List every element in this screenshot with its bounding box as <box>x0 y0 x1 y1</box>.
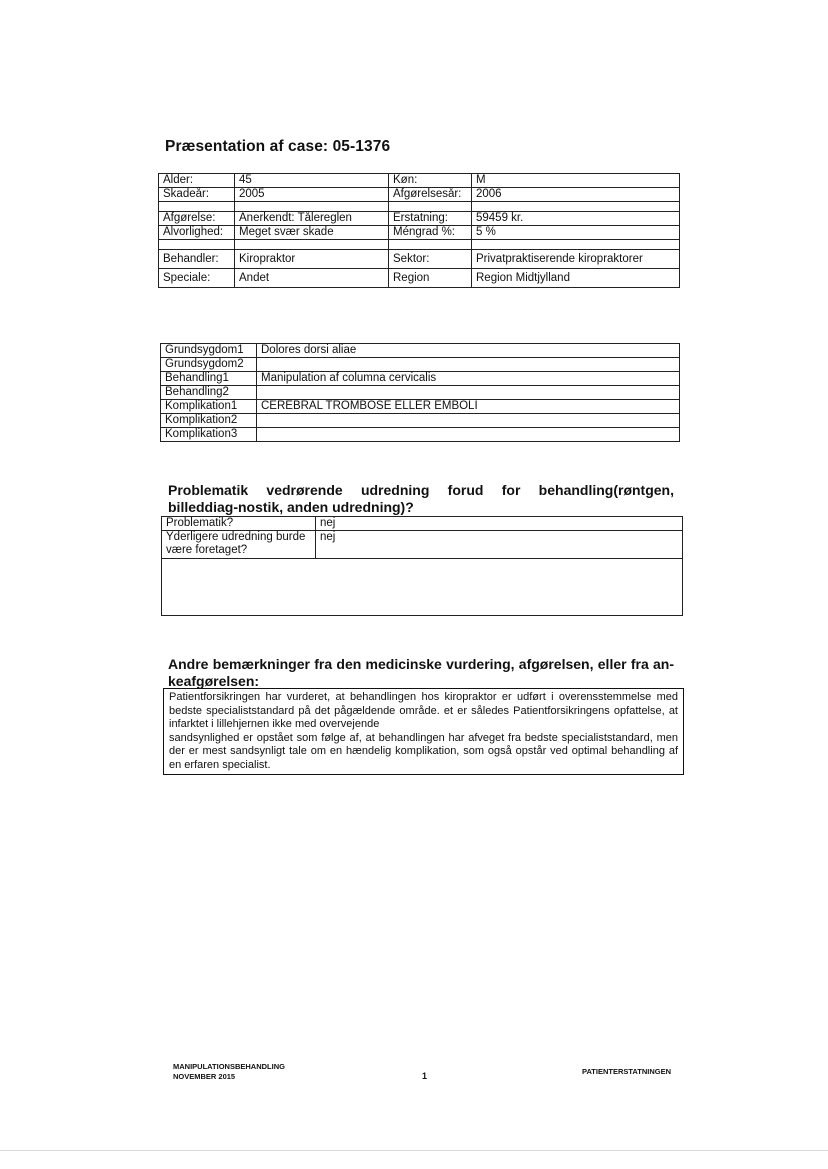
diagnosis-label: Komplikation1 <box>161 400 257 414</box>
afgorelsesaar-value: 2006 <box>472 188 680 202</box>
problematik-blank-area <box>162 559 683 616</box>
behandler-label: Behandler: <box>159 250 235 269</box>
skadeaar-label: Skadeår: <box>159 188 235 202</box>
udredning-label: Yderligere udredning burde være foretaget? <box>162 531 316 559</box>
problematik-label: Problematik? <box>162 517 316 531</box>
footer-title: MANIPULATIONSBEHANDLING <box>173 1062 285 1071</box>
diagnosis-value: Dolores dorsi aliae <box>257 344 680 358</box>
remarks-box <box>163 688 684 775</box>
sektor-label: Sektor: <box>389 250 472 269</box>
table-row <box>161 400 680 414</box>
table-row <box>161 414 680 428</box>
diagnosis-value <box>257 428 680 442</box>
page-title: Præsentation af case: 05-1376 <box>165 138 391 155</box>
page-number: 1 <box>422 1071 428 1081</box>
diagnosis-value: Manipulation af columna cervicalis <box>257 372 680 386</box>
erstatning-value: 59459 kr. <box>472 212 680 226</box>
problematik-value: nej <box>316 517 683 531</box>
udredning-value: nej <box>316 531 683 559</box>
footer-left <box>173 1062 285 1082</box>
alder-value: 45 <box>235 174 389 188</box>
behandler-value: Kiropraktor <box>235 250 389 269</box>
remarks-heading: Andre bemærkninger fra den medicinske vurdering, afgørelsen, eller fra an-keafgørelsen: <box>168 656 674 689</box>
diagnosis-label: Behandling1 <box>161 372 257 386</box>
table-row <box>161 344 680 358</box>
region-label: Region <box>389 269 472 288</box>
speciale-label: Speciale: <box>159 269 235 288</box>
region-value: Region Midtjylland <box>472 269 680 288</box>
skadeaar-value: 2005 <box>235 188 389 202</box>
mengrad-value: 5 % <box>472 226 680 240</box>
diagnosis-label: Komplikation3 <box>161 428 257 442</box>
table-row <box>161 358 680 372</box>
diagnosis-value: CEREBRAL TROMBOSE ELLER EMBOLI <box>257 400 680 414</box>
diagnosis-label: Grundsygdom1 <box>161 344 257 358</box>
diagnosis-label: Behandling2 <box>161 386 257 400</box>
diagnosis-label: Grundsygdom2 <box>161 358 257 372</box>
kon-label: Køn: <box>389 174 472 188</box>
diagnosis-table <box>160 343 680 442</box>
diagnosis-value <box>257 358 680 372</box>
footer-right: PATIENTERSTATNINGEN <box>582 1067 672 1076</box>
speciale-value: Andet <box>235 269 389 288</box>
kon-value: M <box>472 174 680 188</box>
diagnosis-value <box>257 386 680 400</box>
table-row <box>161 428 680 442</box>
remarks-text-2: sandsynlighed er opstået som følge af, at behandlingen har afveget fra bedste specialiststandard, men der er mest sandsynligt tale om en hændelig komplikation, som også opstår ved optimal behandling af en erfaren specialist. <box>169 731 678 771</box>
afgorelsesaar-label: Afgørelsesår: <box>389 188 472 202</box>
problematik-table <box>161 516 683 616</box>
alder-label: Alder: <box>159 174 235 188</box>
mengrad-label: Méngrad %: <box>389 226 472 240</box>
table-row <box>161 386 680 400</box>
erstatning-label: Erstatning: <box>389 212 472 226</box>
diagnosis-label: Komplikation2 <box>161 414 257 428</box>
diagnosis-value <box>257 414 680 428</box>
scan-edge-line <box>0 1150 828 1151</box>
alvorlighed-label: Alvorlighed: <box>159 226 235 240</box>
footer-date: NOVEMBER 2015 <box>173 1072 236 1081</box>
problematik-heading: Problematik vedrørende udredning forud for behandling(røntgen, billeddiag-nostik, anden udredning)? <box>168 482 674 515</box>
table-row <box>161 372 680 386</box>
sektor-value: Privatpraktiserende kiropraktorer <box>472 250 680 269</box>
afgorelse-label: Afgørelse: <box>159 212 235 226</box>
alvorlighed-value: Meget svær skade <box>235 226 389 240</box>
afgorelse-value: Anerkendt: Tålereglen <box>235 212 389 226</box>
case-info-table <box>158 173 680 288</box>
remarks-text-1: Patientforsikringen har vurderet, at behandlingen hos kiropraktor er udført i overensstemmelse med bedste specialiststandard på det pågældende område. et er således Patientforsikringens opfattelse, at infarktet i lillehjernen ikke med overvejende <box>169 691 678 730</box>
